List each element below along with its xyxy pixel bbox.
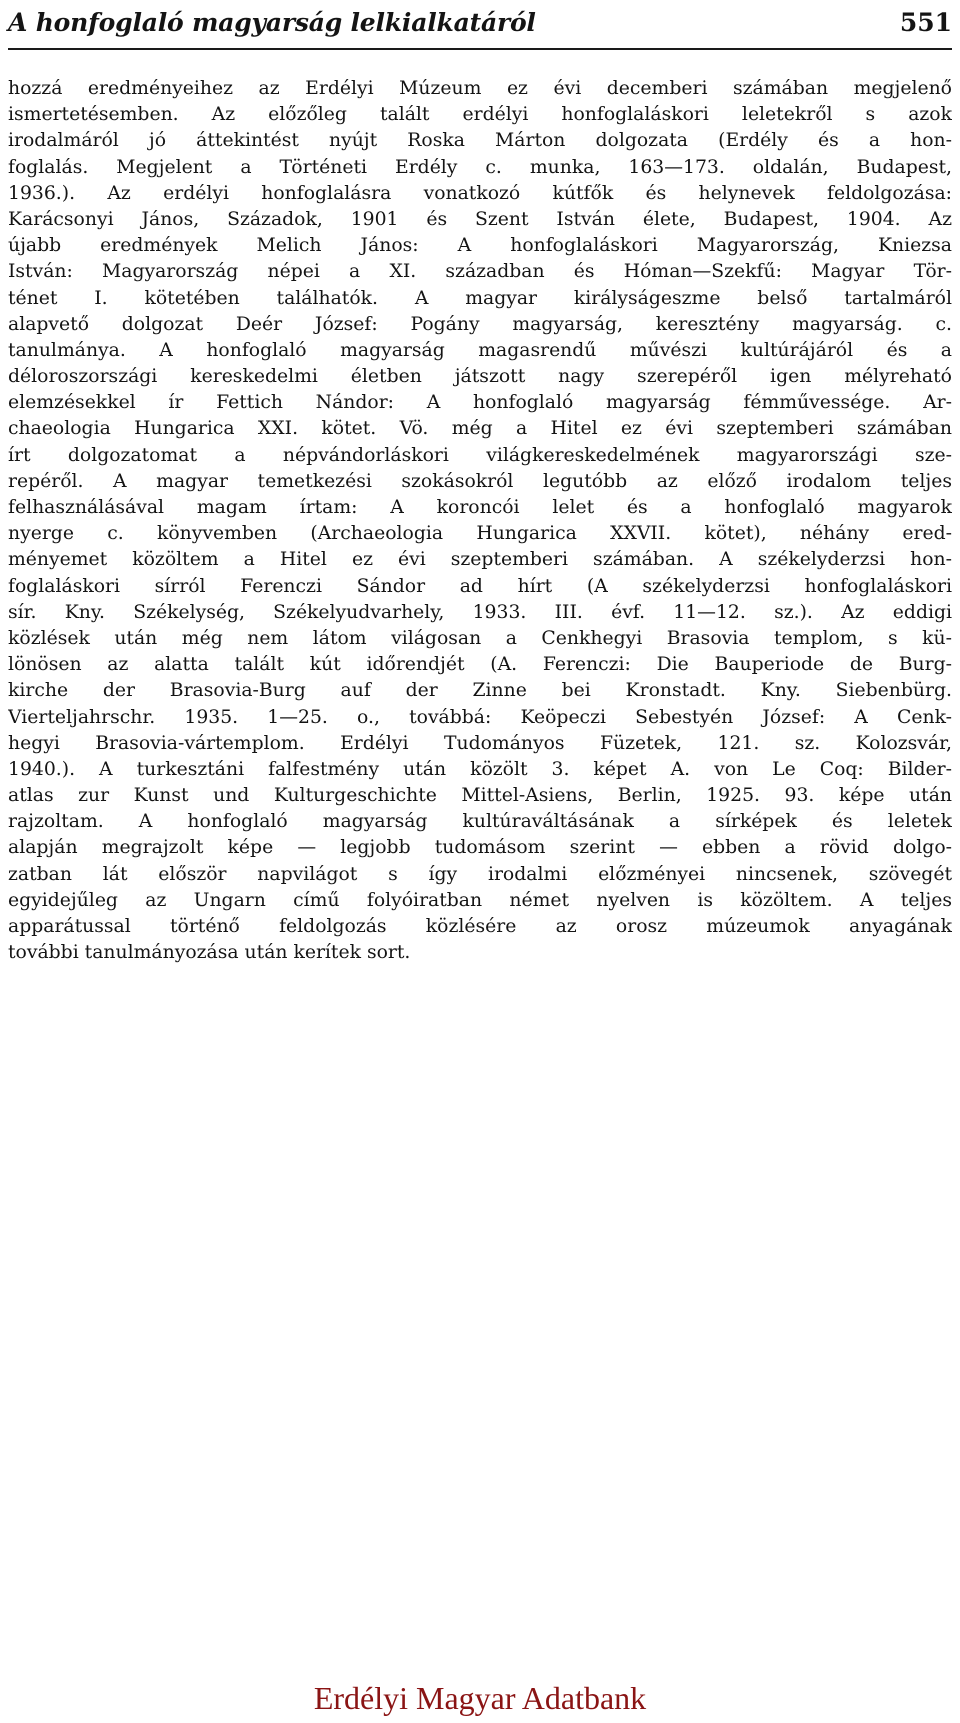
text-line: foglalás. Megjelent a Történeti Erdély c. munka, 163—173. oldalán, Budapest, — [8, 156, 952, 178]
text-line: sír. Kny. Székelység, Székelyudvarhely, 1933. III. évf. 11—12. sz.). Az eddigi — [8, 601, 952, 623]
text-line: hozzá eredményeihez az Erdélyi Múzeum ez évi decemberi számában megjelenő — [8, 78, 952, 99]
text-line: chaeologia Hungarica XXI. kötet. Vö. még a Hitel ez évi szeptemberi számában — [8, 418, 952, 440]
text-line: déloroszországi kereskedelmi életben játszott nagy szerepéről igen mélyreható — [8, 366, 952, 388]
text-line: apparátussal történő feldolgozás közlésére az orosz múzeumok anyagának — [8, 916, 952, 937]
text-line: foglaláskori sírról Ferenczi Sándor ad hírt (A székelyderzsi honfoglaláskori — [8, 575, 952, 597]
text-line: írt dolgozatomat a népvándorláskori világkereskedelmének magyarországi sze- — [8, 444, 952, 466]
watermark-link[interactable]: Erdélyi Magyar Adatbank — [313, 1680, 647, 1716]
text-line: tanulmánya. A honfoglaló magyarság magasrendű művészi kultúrájáról és a — [8, 339, 952, 361]
text-line: 1940.). A turkesztáni falfestmény után közölt 3. képet A. von Le Coq: Bilder- — [8, 758, 952, 780]
text-line: lönösen az alatta talált kút időrendjét (A. Ferenczi: Die Bauperiode de Burg- — [8, 654, 952, 676]
text-line: felhasználásával magam írtam: A koroncói lelet és a honfoglaló magyarok — [8, 497, 952, 518]
text-line: István: Magyarország népei a XI. században és Hóman—Szekfű: Magyar Tör- — [8, 261, 952, 283]
text-line: rajzoltam. A honfoglaló magyarság kultúraváltásának a sírképek és leletek — [8, 811, 952, 833]
text-line: zatban lát először napvilágot s így irodalmi előzményei nincsenek, szövegét — [8, 863, 952, 885]
text-line: újabb eredmények Melich János: A honfoglaláskori Magyarország, Kniezsa — [8, 235, 952, 257]
text-line: ményemet közöltem a Hitel ez évi szeptemberi számában. A székelyderzsi hon- — [8, 549, 952, 571]
text-line: közlések után még nem látom világosan a Cenkhegyi Brasovia templom, s kü- — [8, 627, 952, 649]
text-line: ismertetésemben. Az előzőleg talált erdélyi honfoglaláskori leletekről s azok — [8, 104, 952, 126]
header-rule — [8, 48, 952, 50]
text-line: repéről. A magyar temetkezési szokásokról legutóbb az előző irodalom teljes — [8, 470, 952, 492]
text-line: hegyi Brasovia-vártemplom. Erdélyi Tudományos Füzetek, 121. sz. Kolozsvár, — [8, 732, 952, 754]
text-line: kirche der Brasovia-Burg auf der Zinne bei Kronstadt. Kny. Siebenbürg. — [8, 680, 952, 702]
page-number: 551 — [899, 8, 952, 37]
running-title: A honfoglaló magyarság lelkialkatáról — [8, 8, 536, 37]
text-line: alapján megrajzolt képe — legjobb tudomásom szerint — ebben a rövid dolgo- — [8, 837, 952, 859]
text-line: ténet I. kötetében találhatók. A magyar királyságeszme belső tartalmáról — [8, 287, 952, 309]
text-line: elemzésekkel ír Fettich Nándor: A honfoglaló magyarság fémművessége. Ar- — [8, 392, 952, 414]
text-line: Karácsonyi János, Századok, 1901 és Szent István élete, Budapest, 1904. Az — [8, 208, 952, 230]
text-line: Vierteljahrschr. 1935. 1—25. o., továbbá: Keöpeczi Sebestyén József: A Cenk- — [8, 706, 952, 728]
text-line-last: további tanulmányozása után kerítek sort. — [8, 942, 411, 964]
text-line: irodalmáról jó áttekintést nyújt Roska Márton dolgozata (Erdély és a hon- — [8, 130, 952, 152]
running-head — [8, 8, 952, 44]
text-line: atlas zur Kunst und Kulturgeschichte Mittel-Asiens, Berlin, 1925. 93. képe után — [8, 785, 952, 807]
text-line: nyerge c. könyvemben (Archaeologia Hungarica XXVII. kötet), néhány ered- — [8, 523, 952, 545]
text-line: alapvető dolgozat Deér József: Pogány magyarság, keresztény magyarság. c. — [8, 313, 952, 335]
text-line: 1936.). Az erdélyi honfoglalásra vonatkozó kútfők és helynevek feldolgozása: — [8, 182, 952, 204]
footnote-body-text — [8, 76, 952, 966]
text-line: egyidejűleg az Ungarn című folyóiratban német nyelven is közöltem. A teljes — [8, 889, 952, 911]
